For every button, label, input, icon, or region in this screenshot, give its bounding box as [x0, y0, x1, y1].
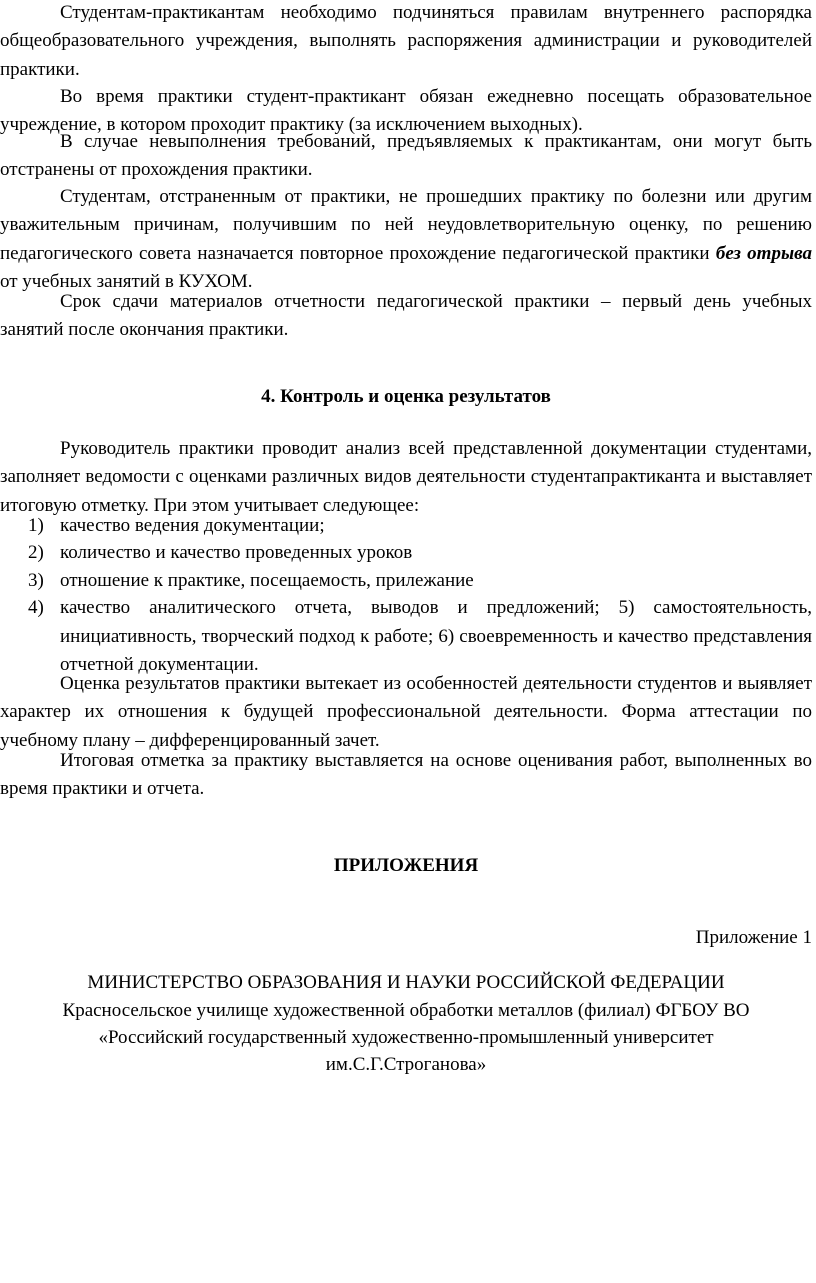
university-name: «Российский государственный художественно-промышленный университет [98, 1027, 714, 1048]
list-item-number: 3) [28, 569, 44, 591]
appendix-label: Приложение 1 [695, 927, 812, 948]
school-name: Красносельское училище художественной обработки металлов (филиал) ФГБОУ ВО [62, 1000, 750, 1021]
paragraph-rules: Студентам-практикантам необходимо подчиняться правилам внутреннего распорядка общеобразовательного учреждения, выполнять распоряжения администрации и руководителей практики. [0, 2, 812, 80]
repeat-practice-tail: от учебных занятий в КУХОМ. [0, 271, 253, 293]
paragraph-final-mark: Итоговая отметка за практику выставляется на основе оценивания работ, выполненных во время практики и отчета. [0, 750, 812, 800]
list-item-text: отношение к практике, посещаемость, прилежание [60, 569, 474, 591]
paragraph-supervisor: Руководитель практики проводит анализ всей представленной документации студентами, заполняет ведомости с оценками различных видов деятельности студентапрактиканта и выставляет итоговую отметку. При этом учитывает следующее: [0, 438, 812, 516]
section-heading-control: 4. Контроль и оценка результатов [261, 386, 551, 407]
list-item-number: 1) [28, 515, 44, 536]
list-item-text: количество и качество проведенных уроков [60, 542, 413, 564]
paragraph-dismissal: В случае невыполнения требований, предъявляемых к практикантам, они могут быть отстранены от прохождения практики. [0, 131, 812, 181]
list-item [0, 539, 812, 567]
appendix-heading: ПРИЛОЖЕНИЯ [333, 855, 479, 876]
criteria-list [0, 512, 812, 679]
paragraph-repeat-practice [0, 183, 812, 297]
list-item-number: 2) [28, 542, 44, 564]
list-item-text: качество ведения документации; [60, 515, 325, 536]
paragraph-deadline: Срок сдачи материалов отчетности педагогической практики – первый день учебных занятий после окончания практики. [0, 291, 812, 341]
paragraph-attendance: Во время практики студент-практикант обязан ежедневно посещать образовательное учреждение, в котором проходит практику (за исключением выходных). [0, 86, 812, 136]
repeat-practice-emphasis: без отрыва [715, 242, 812, 264]
repeat-practice-text: Студентам, отстраненным от практики, не прошедших практику по болезни или другим уважительным причинам, получившим по ней неудовлетворительную оценку, по решению педагогического совета назначается повторное прохождение педагогической практики [0, 186, 812, 264]
list-item [0, 594, 812, 679]
list-item [0, 512, 812, 540]
paragraph-evaluation: Оценка результатов практики вытекает из особенностей деятельности студентов и выявляет характер их отношения к будущей профессиональной деятельности. Форма аттестации по учебному плану – дифференцированный зачет. [0, 673, 812, 751]
list-item [0, 567, 812, 595]
list-item-number: 4) [28, 597, 44, 619]
list-item-text: качество аналитического отчета, выводов и предложений; 5) самостоятельность, инициативность, творческий подход к работе; 6) своевременность и качество представления отчетной документации. [60, 597, 812, 676]
ministry-title: МИНИСТЕРСТВО ОБРАЗОВАНИЯ И НАУКИ РОССИЙСКОЙ ФЕДЕРАЦИИ [87, 972, 725, 993]
university-named-after: им.С.Г.Строганова» [325, 1054, 487, 1075]
